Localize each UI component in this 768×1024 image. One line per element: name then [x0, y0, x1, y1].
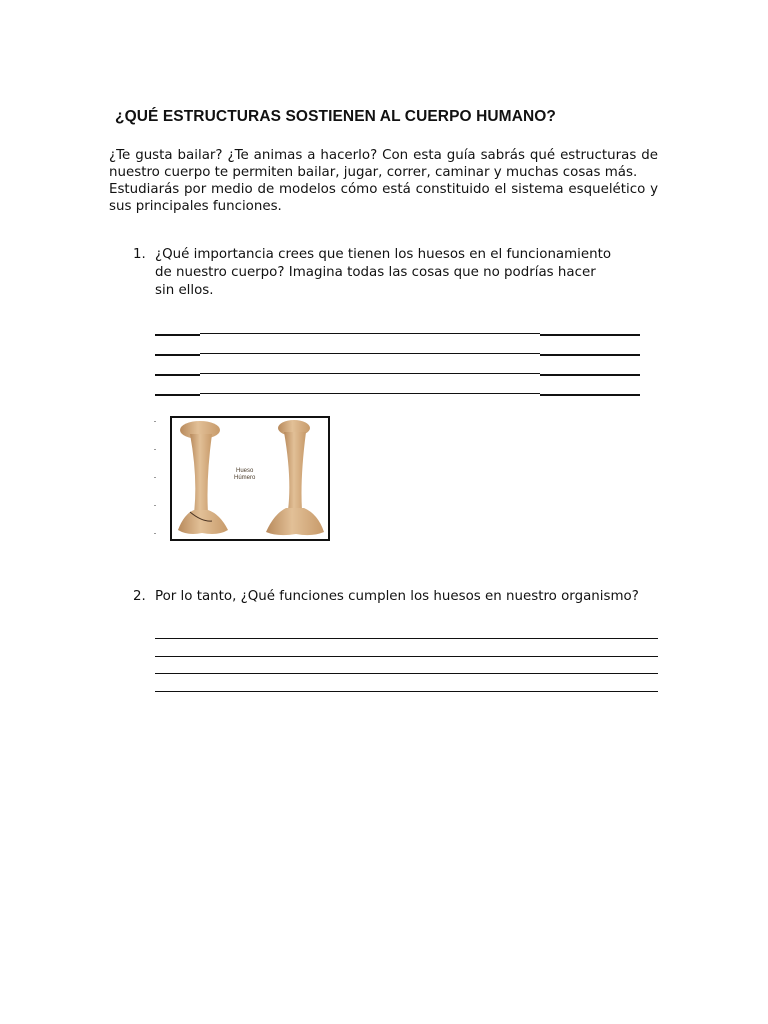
question-2: [133, 588, 743, 606]
answer-line[interactable]: [155, 333, 640, 353]
answer-lines-question-1[interactable]: [155, 333, 640, 413]
answer-line[interactable]: [155, 656, 658, 674]
intro-paragraph-2: Estudiarás por medio de modelos cómo está constituido el sistema esquelético y sus principales funciones.: [109, 182, 658, 214]
answer-line[interactable]: [155, 673, 658, 691]
question-2-text: Por lo tanto, ¿Qué funciones cumplen los huesos en nuestro organismo?: [155, 589, 639, 604]
answer-line[interactable]: [155, 393, 640, 413]
answer-line[interactable]: [155, 373, 640, 393]
right-bone: [266, 420, 324, 535]
bone-figure: [170, 416, 330, 541]
answer-line[interactable]: [155, 691, 658, 709]
intro-paragraph-1: ¿Te gusta bailar? ¿Te animas a hacerlo? Con esta guía sabrás qué estructuras de nuestro cuerpo te permiten bailar, jugar, correr, caminar y muchas cosas más.: [109, 148, 658, 180]
figure-label: Hueso Húmero: [234, 468, 256, 481]
question-1: [133, 246, 613, 300]
left-bone: [178, 421, 228, 534]
answer-lines-question-2[interactable]: [155, 638, 658, 708]
answer-line[interactable]: [155, 353, 640, 373]
question-2-number: 2.: [133, 589, 146, 604]
page-title: ¿QUÉ ESTRUCTURAS SOSTIENEN AL CUERPO HUMANO?: [115, 108, 557, 125]
question-1-number: 1.: [133, 247, 146, 262]
question-1-text: ¿Qué importancia crees que tienen los huesos en el funcionamiento de nuestro cuerpo? Imagina todas las cosas que no podrías hacer sin ellos.: [155, 247, 612, 298]
intro-text: [109, 147, 658, 215]
answer-line[interactable]: [155, 638, 658, 656]
